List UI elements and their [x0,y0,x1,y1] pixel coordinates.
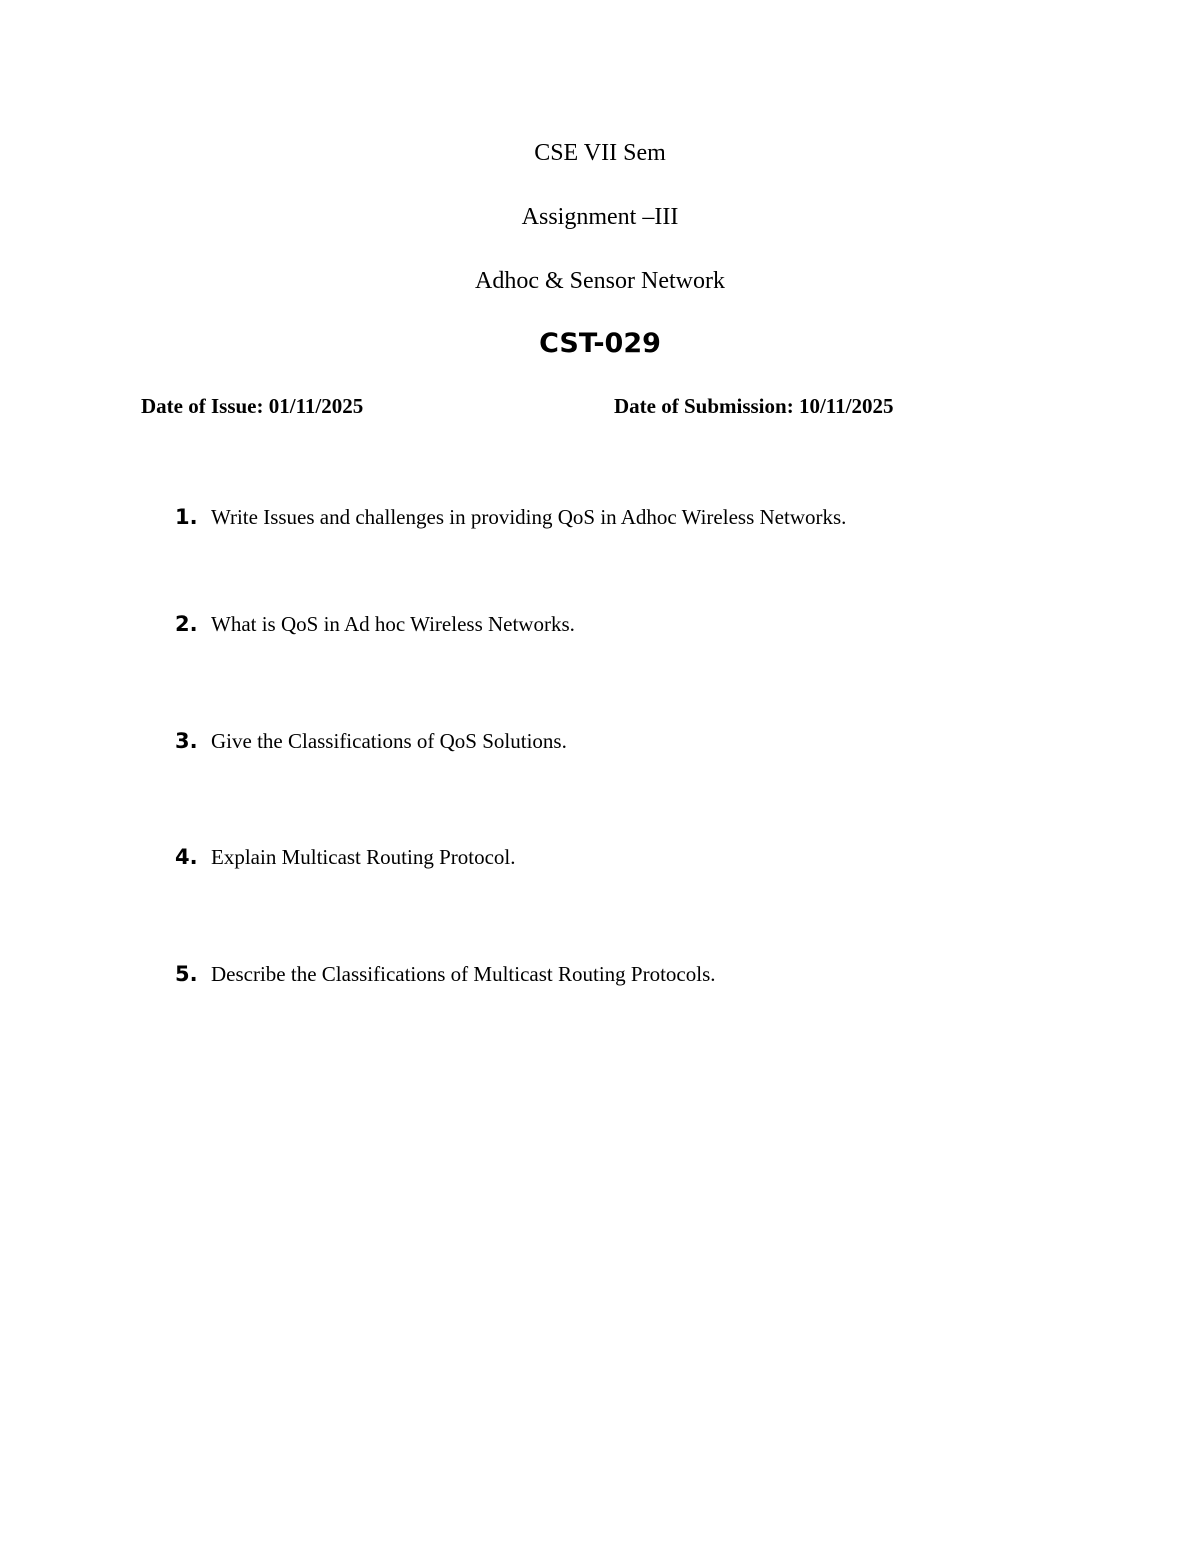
question-item [175,505,846,530]
question-number: 1. [175,505,198,529]
course-code: CST-029 [539,328,661,359]
question-text: Describe the Classifications of Multicast Routing Protocols. [211,962,716,986]
date-of-submission: Date of Submission: 10/11/2025 [614,394,894,418]
question-item [175,612,575,637]
question-text: What is QoS in Ad hoc Wireless Networks. [211,612,575,636]
assignment-heading: Assignment –III [521,204,679,230]
question-item [175,962,716,987]
date-of-issue: Date of Issue: 01/11/2025 [141,394,364,418]
question-text: Explain Multicast Routing Protocol. [211,845,516,869]
question-item [175,845,515,870]
subject-heading: Adhoc & Sensor Network [475,268,725,294]
question-item [175,729,567,754]
question-text: Write Issues and challenges in providing QoS in Adhoc Wireless Networks. [211,505,847,529]
question-number: 3. [175,729,198,753]
question-text: Give the Classifications of QoS Solutions. [211,729,567,753]
question-number: 2. [175,612,198,636]
question-number: 5. [175,962,198,986]
question-number: 4. [175,845,198,869]
semester-heading: CSE VII Sem [534,140,666,166]
